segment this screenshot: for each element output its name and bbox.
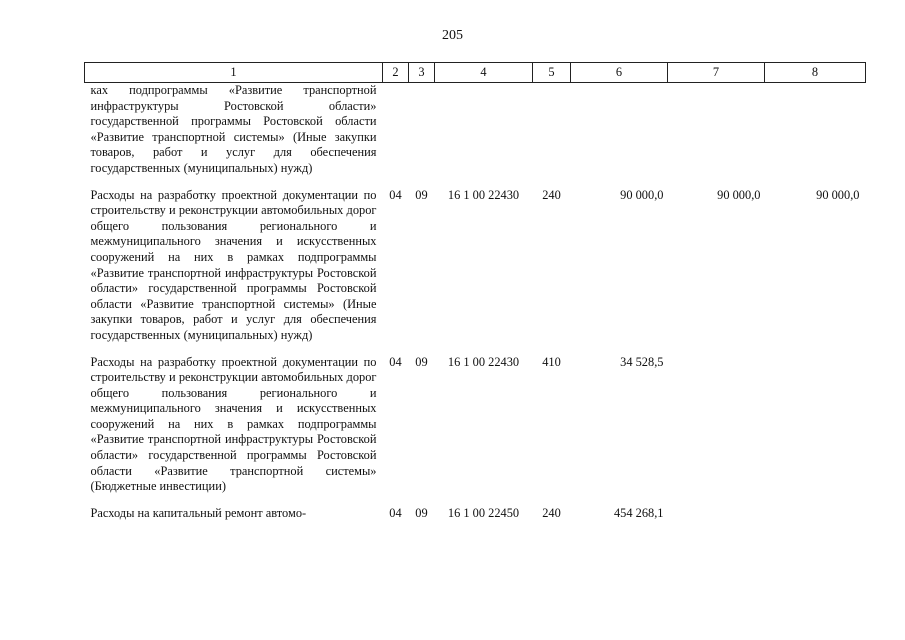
row-subsection-code: 09 bbox=[415, 354, 428, 369]
row-description: Расходы на разработку проектной документации по строительству и реконструкции автомобильных дорог общего пользования регионального и межмуниципального значения и искусственных сооружений на них в рамках подпрограммы «Развитие транспортной инфраструктуры Ростовской области» государственной программы Ростовской области «Развитие транспортной системы» (Иные закупки товаров, работ и услуг для обеспечения государственных (муниципальных) нужд) bbox=[90, 187, 377, 342]
row-amount-3 bbox=[765, 502, 866, 529]
column-header-5: 5 bbox=[533, 63, 571, 83]
column-header-3: 3 bbox=[409, 63, 435, 83]
row-amount-1: 90 000,0 bbox=[620, 187, 664, 202]
table-row bbox=[85, 351, 866, 502]
row-section-code: 04 bbox=[389, 505, 402, 520]
row-section-code bbox=[383, 83, 409, 184]
row-section-code: 04 bbox=[389, 187, 402, 202]
budget-table bbox=[84, 62, 866, 528]
table-header-row bbox=[85, 63, 866, 83]
row-subsection-code bbox=[409, 83, 435, 184]
table-row bbox=[85, 83, 866, 184]
column-header-4: 4 bbox=[435, 63, 533, 83]
row-target-article bbox=[435, 83, 533, 184]
row-amount-3 bbox=[765, 351, 866, 502]
row-amount-1: 454 268,1 bbox=[613, 505, 664, 520]
row-amount-1 bbox=[571, 83, 668, 184]
row-amount-2 bbox=[668, 351, 765, 502]
page-number: 205 bbox=[442, 28, 463, 43]
row-amount-1: 34 528,5 bbox=[620, 354, 664, 369]
row-expense-type: 240 bbox=[542, 187, 561, 202]
column-header-6: 6 bbox=[571, 63, 668, 83]
column-header-7: 7 bbox=[668, 63, 765, 83]
row-amount-2 bbox=[668, 502, 765, 529]
row-target-article: 16 1 00 22430 bbox=[447, 354, 520, 369]
row-amount-3: 90 000,0 bbox=[816, 187, 860, 202]
table-row bbox=[85, 502, 866, 529]
row-amount-2 bbox=[668, 83, 765, 184]
table-row bbox=[85, 184, 866, 351]
row-description: Расходы на разработку проектной документации по строительству и реконструкции автомобильных дорог общего пользования регионального и межмуниципального значения и искусственных сооружений на них в рамках подпрограммы «Развитие транспортной инфраструктуры Ростовской области» государственной программы Ростовской области «Развитие транспортной системы» (Бюджетные инвестиции) bbox=[90, 354, 377, 494]
row-description: ках подпрограммы «Развитие транспортной инфраструктуры Ростовской области» государственной программы Ростовской области «Развитие транспортной системы» (Иные закупки товаров, работ и услуг для обеспечения государственных (муниципальных) нужд) bbox=[90, 83, 377, 175]
row-subsection-code: 09 bbox=[415, 187, 428, 202]
column-header-2: 2 bbox=[383, 63, 409, 83]
row-target-article: 16 1 00 22430 bbox=[447, 187, 520, 202]
row-expense-type: 240 bbox=[542, 505, 561, 520]
row-section-code: 04 bbox=[389, 354, 402, 369]
row-description: Расходы на капитальный ремонт автомо- bbox=[90, 505, 307, 520]
row-target-article: 16 1 00 22450 bbox=[447, 505, 520, 520]
column-header-1: 1 bbox=[85, 63, 383, 83]
row-expense-type: 410 bbox=[542, 354, 561, 369]
row-amount-2: 90 000,0 bbox=[717, 187, 761, 202]
row-expense-type bbox=[533, 83, 571, 184]
column-header-8: 8 bbox=[765, 63, 866, 83]
row-subsection-code: 09 bbox=[415, 505, 428, 520]
row-amount-3 bbox=[765, 83, 866, 184]
